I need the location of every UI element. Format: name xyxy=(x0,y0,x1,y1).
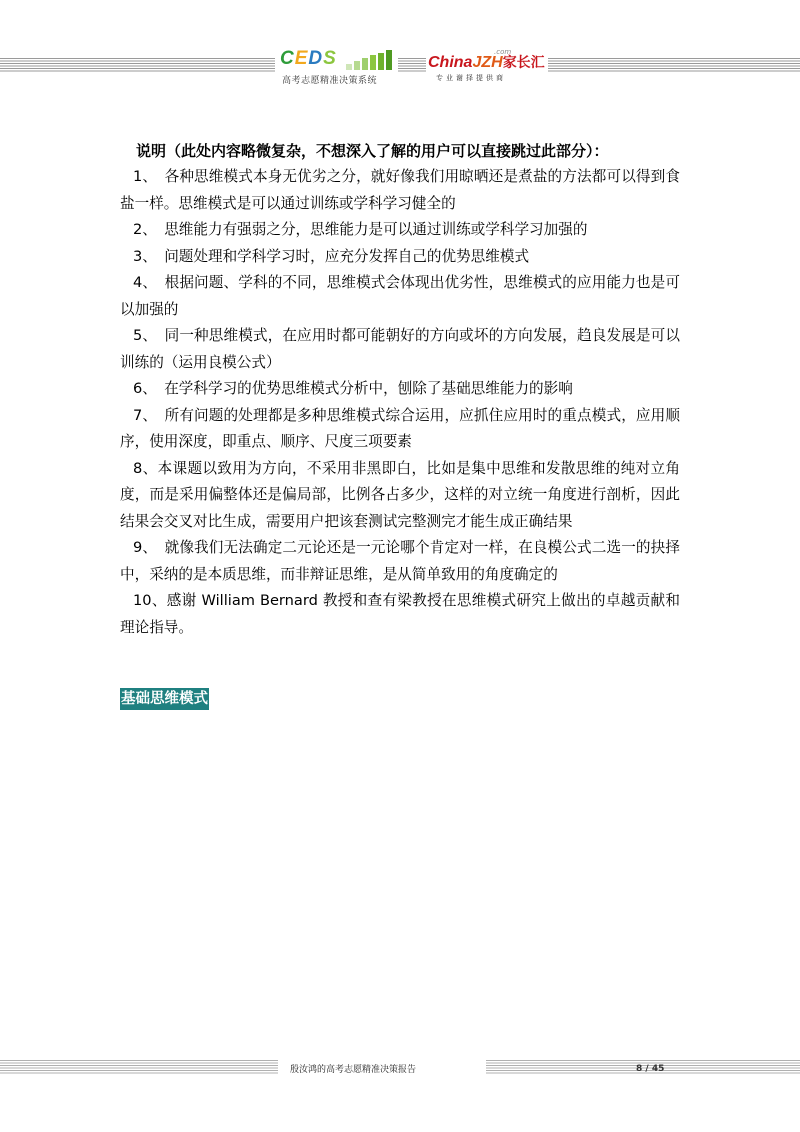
intro-note: 说明（此处内容略微复杂，不想深入了解的用户可以直接跳过此部分）： xyxy=(136,142,609,160)
list-item xyxy=(120,244,680,271)
list-item-text: 问题处理和学科学习时，应充分发挥自己的优势思维模式 xyxy=(149,247,530,265)
list-item-text: 同一种思维模式，在应用时都可能朝好的方向或坏的方向发展，趋良发展是可以训练的（运用良模公式） xyxy=(120,327,680,371)
list-item-number: 6、 xyxy=(133,380,150,397)
section-heading: 基础思维模式 xyxy=(120,688,209,710)
chinajzh-cn: 家长汇 xyxy=(502,54,545,70)
ceds-letter-d: D xyxy=(308,48,324,69)
list-item-number: 2、 xyxy=(133,221,150,238)
document-body xyxy=(120,138,680,641)
list-item-number: 9、 xyxy=(133,539,150,556)
list-item xyxy=(120,456,680,536)
list-item-text: 根据问题、学科的不同，思维模式会体现出优劣性，思维模式的应用能力也是可以加强的 xyxy=(120,274,680,318)
list-item-number: 8、 xyxy=(133,459,158,477)
header-divider-left xyxy=(0,58,275,72)
chinajzh-wordmark xyxy=(428,52,545,72)
list-item-number: 3、 xyxy=(133,247,150,265)
list-item-text: 本课题以致用为方向，不采用非黑即白，比如是集中思维和发散思维的纯对立角度，而是采用偏整体还是偏局部，比例各占多少，这样的对立统一角度进行剖析，因此结果会交叉对比生成，需要用户把该套测试完整测完才能生成正确结果 xyxy=(120,459,680,530)
chinajzh-com: .com xyxy=(494,48,512,56)
list-item-text: 所有问题的处理都是多种思维模式综合运用，应抓住应用时的重点模式，应用顺序，使用深度，即重点、顺序、尺度三项要素 xyxy=(120,406,680,450)
list-item-text: 感谢 William Bernard 教授和查有梁教授在思维模式研究上做出的卓越贡献和理论指导。 xyxy=(120,592,681,636)
chinajzh-china: China xyxy=(428,54,473,71)
ceds-logo-word xyxy=(280,48,337,70)
chinajzh-tagline: 专业谢择提供商 xyxy=(436,74,506,82)
list-item-text: 各种思维模式本身无优劣之分，就好像我们用晾晒还是煮盐的方法都可以得到食盐一样。思维模式是可以通过训练或学科学习健全的 xyxy=(120,168,680,212)
list-item xyxy=(120,270,680,323)
list-item xyxy=(120,376,680,403)
list-item xyxy=(120,535,680,588)
page-number: 8 / 45 xyxy=(636,1064,665,1074)
ceds-bars-icon xyxy=(346,50,398,70)
ceds-logo xyxy=(280,48,398,88)
header-divider-middle xyxy=(398,58,426,72)
list-item xyxy=(120,164,680,217)
list-item-number: 4、 xyxy=(133,274,150,291)
chinajzh-logo xyxy=(428,48,548,88)
ceds-tagline: 高考志愿精准决策系统 xyxy=(282,76,378,86)
ceds-letter-c: C xyxy=(280,48,295,69)
list-item-number: 1、 xyxy=(133,168,150,185)
list-item-text: 在学科学习的优势思维模式分析中，刨除了基础思维能力的影响 xyxy=(149,380,573,397)
list-item-number: 5、 xyxy=(133,327,150,344)
ceds-letter-e: E xyxy=(294,48,309,69)
list-item-number: 10、 xyxy=(133,592,167,609)
list-item xyxy=(120,323,680,376)
list-item xyxy=(120,403,680,456)
footer-report-title: 殷汝鸿的高考志愿精准决策报告 xyxy=(290,1065,417,1075)
list-item xyxy=(120,588,680,641)
list-item-number: 7、 xyxy=(133,406,150,424)
chinajzh-jzh: JZH xyxy=(472,54,503,71)
list-item xyxy=(120,217,680,244)
list-item-text: 思维能力有强弱之分，思维能力是可以通过训练或学科学习加强的 xyxy=(149,221,588,238)
header-divider-right xyxy=(548,58,800,72)
notes-list xyxy=(120,164,680,641)
footer-divider-left xyxy=(0,1060,278,1074)
ceds-letter-s: S xyxy=(323,48,337,69)
list-item-text: 就像我们无法确定二元论还是一元论哪个肯定对一样，在良模公式二选一的抉择中，采纳的是本质思维，而非辩证思维，是从简单致用的角度确定的 xyxy=(120,539,680,583)
